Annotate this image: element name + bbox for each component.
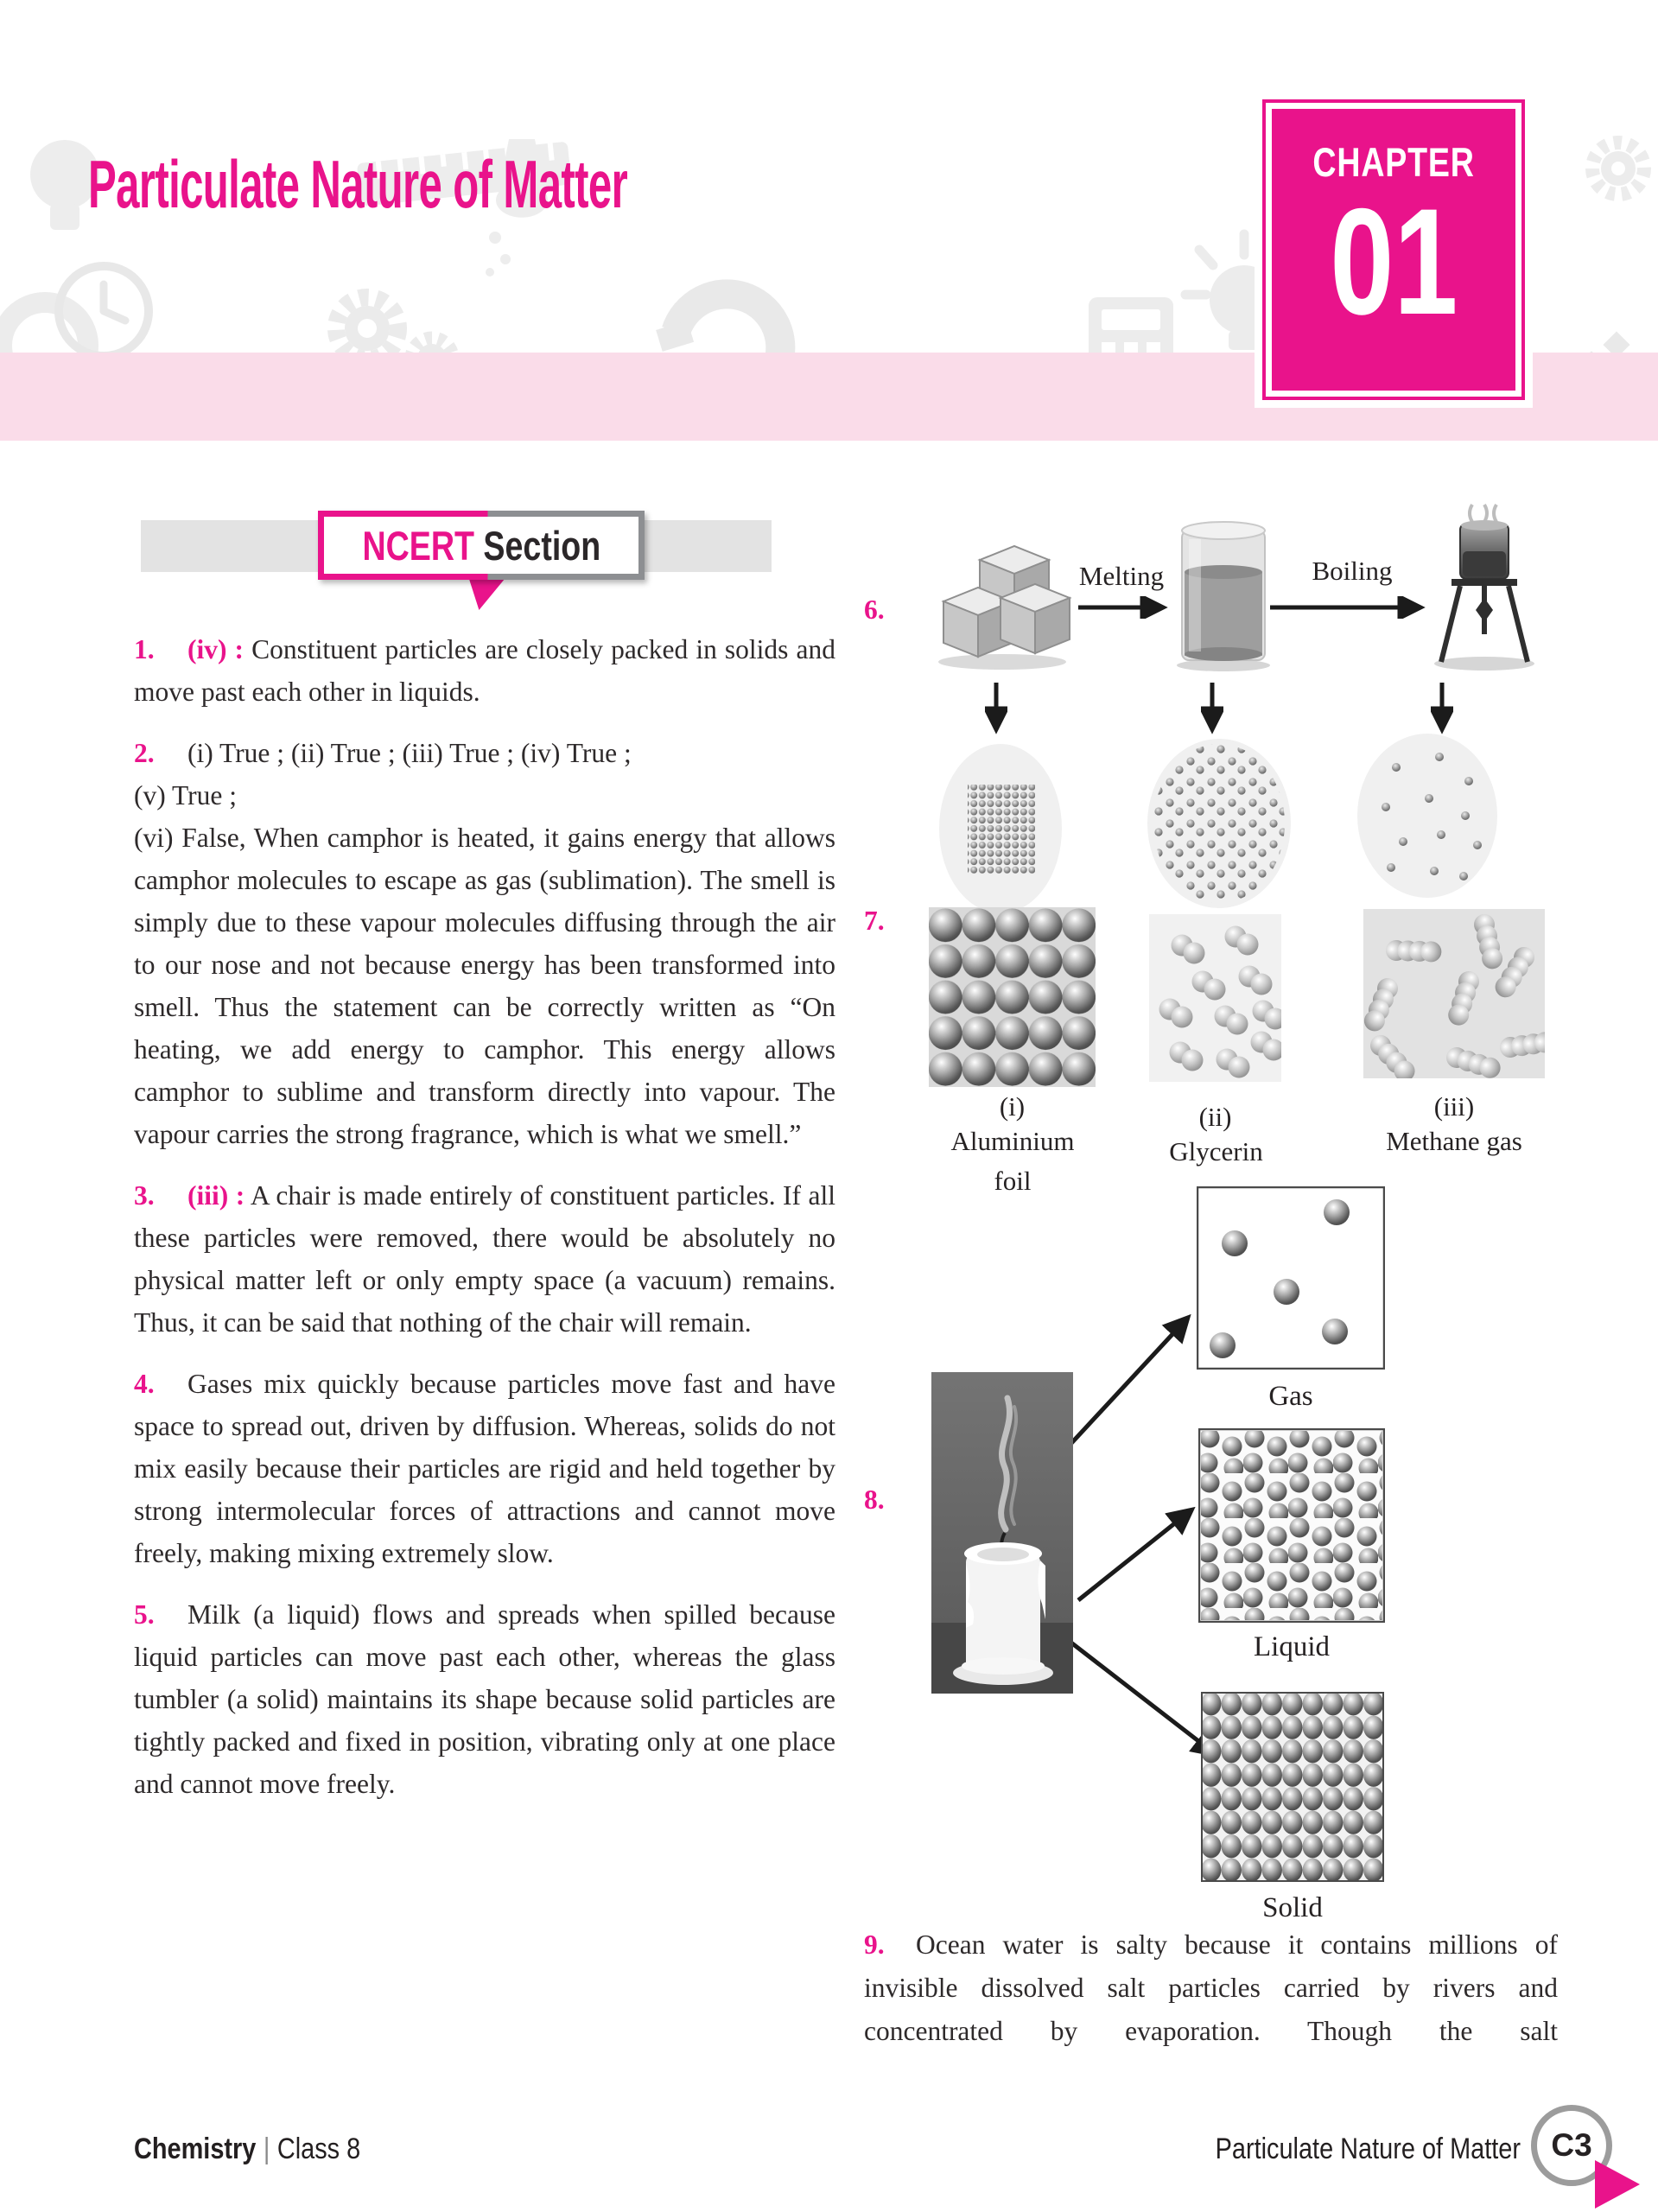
glycerin-particles-box [1149, 914, 1281, 1082]
answer-5-number: 5. [134, 1599, 155, 1630]
solid-label: Solid [1262, 1892, 1323, 1923]
melting-label: Melting [1078, 561, 1165, 591]
liquid-particles-box [1198, 1428, 1385, 1623]
footer-divider: | [263, 2133, 270, 2165]
ice-down-arrow [985, 681, 1007, 748]
answer-4-number: 4. [134, 1369, 155, 1399]
answer-5-text: Milk (a liquid) flows and spreads when spilled because liquid particles can move past each other, whereas the glass tumbler (a solid) maintains its shape because solid particles are tightly packed and fixed in position, vibrating only at one place and cannot move freely. [134, 1599, 835, 1799]
aluminium-roman: (i) [999, 1091, 1026, 1122]
page-number: C3 [1551, 2127, 1592, 2163]
aluminium-particles-box [929, 907, 1096, 1087]
clock-icon [48, 255, 160, 367]
chapter-badge-fill [1272, 109, 1515, 391]
page-title: Particulate Nature of Matter [88, 146, 628, 223]
answer-2-line2: (v) True ; [134, 780, 238, 810]
ice-particles-diagram [937, 741, 1064, 916]
water-glass-image [1173, 518, 1274, 672]
methane-particles-box [1363, 909, 1545, 1078]
gas-label: Gas [1268, 1381, 1313, 1412]
answer-2-text: (vi) False, When camphor is heated, it gains energy that allows camphor molecules to escape as gas (sublimation). The smell is simply due to these vapour molecules diffusing through the air to our nose and not because energy has been transformed into smell. Thus the statement can be correctly written as “On heating, we add energy to camphor. This energy allows camphor to sublime and transform directly into vapour. The vapour carries the strong fragrance, which is what we smell.” [134, 823, 835, 1149]
methane-label: Methane gas [1386, 1126, 1522, 1156]
answer-5 [134, 1593, 835, 1805]
answer-3 [134, 1174, 835, 1344]
answer-3-text: A chair is made entirely of constituent particles. If all these particles were removed, there would be absolutely no physical matter left or only empty space (a vacuum) remains. Thus, it can be said that nothing of the chair will remain. [134, 1180, 835, 1338]
vapour-particles-diagram [1355, 731, 1500, 900]
gas-particles-box [1197, 1186, 1385, 1370]
candle-image [931, 1372, 1073, 1694]
section-heading-inner [324, 517, 638, 574]
answer-9-text: Ocean water is salty because it contains millions of invisible dissolved salt particles carried by rivers and concentrated by evaporation. Though the salt [864, 1929, 1558, 2046]
aluminium-label: Aluminium foil [950, 1126, 1075, 1196]
methane-roman: (iii) [1433, 1091, 1475, 1122]
boiling-flask-image [1427, 503, 1545, 672]
figure-8-number: 8. [864, 1484, 885, 1515]
figure-6-number: 6. [864, 594, 885, 625]
answer-2-number: 2. [134, 738, 155, 768]
solid-particles-box [1201, 1692, 1384, 1882]
gears-small-icon [1577, 121, 1658, 225]
answer-2 [134, 732, 835, 1155]
answer-1 [134, 628, 835, 713]
melting-arrow [1077, 596, 1184, 619]
answer-1-number: 1. [134, 634, 155, 664]
answer-1-option: (iv) : [187, 634, 245, 664]
footer-subject: Chemistry [134, 2133, 257, 2165]
answer-4 [134, 1363, 835, 1574]
answer-9 [864, 1923, 1558, 2053]
answer-2-line1: (i) True ; (ii) True ; (iii) True ; (iv) True ; [187, 738, 632, 768]
answer-4-text: Gases mix quickly because particles move fast and have space to spread out, driven by diffusion. Whereas, solids do not mix easily because their particles are rigid and held together by strong intermolecular forces of attractions and cannot move freely, making mixing extremely slow. [134, 1369, 835, 1568]
footer-left [134, 2133, 360, 2166]
answer-1-text: Constituent particles are closely packed in solids and move past each other in liquids. [134, 634, 836, 707]
chapter-number: 01 [1330, 178, 1458, 346]
glycerin-label: Glycerin [1169, 1136, 1263, 1166]
page-corner-arrow-icon [1595, 2160, 1640, 2209]
section-heading-word: Section [483, 522, 600, 569]
chapter-label: CHAPTER [1312, 139, 1475, 185]
answers-column [134, 628, 835, 1824]
answer-3-option: (iii) : [187, 1180, 245, 1211]
liquid-label: Liquid [1254, 1631, 1330, 1662]
chapter-badge [1255, 92, 1533, 408]
section-heading-box [318, 511, 645, 580]
figure-8 [864, 1175, 1568, 1923]
boiling-arrow [1268, 596, 1441, 619]
water-particles-diagram [1144, 736, 1294, 911]
answer-9-number: 9. [864, 1929, 885, 1960]
figure-7 [916, 899, 1560, 1218]
boiling-label: Boiling [1312, 556, 1393, 586]
answer-3-number: 3. [134, 1180, 155, 1211]
chapter-badge-outline [1262, 99, 1525, 400]
footer-class: Class 8 [276, 2133, 361, 2165]
footer-chapter-title: Particulate Nature of Matter [1215, 2133, 1521, 2165]
glycerin-roman: (ii) [1198, 1102, 1232, 1132]
section-heading-ncert: NCERT [362, 522, 474, 569]
figure-7-number: 7. [864, 906, 885, 936]
